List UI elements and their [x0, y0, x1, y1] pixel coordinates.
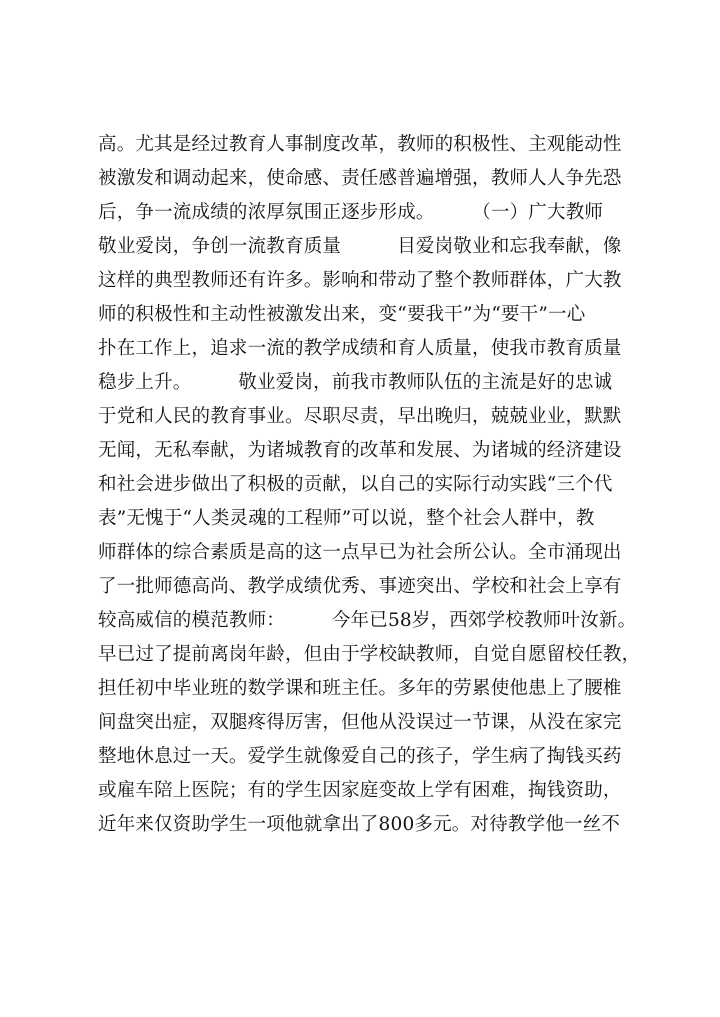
text-line: 无闻，无私奉献，为诸城教育的改革和发展、为诸城的经济建设	[98, 440, 622, 461]
text-line: 较高威信的模范教师： 今年已58岁，西郊学校教师叶汝新。	[98, 610, 637, 631]
text-line: 扑在工作上，追求一流的教学成绩和育人质量，使我市教育质量	[98, 338, 622, 359]
text-line: 或雇车陪上医院；有的学生因家庭变故上学有困难，掏钱资助，	[98, 780, 622, 801]
text-line: 近年来仅资助学生一项他就拿出了800多元。对待教学他一丝不	[98, 814, 621, 835]
text-line: 了一批师德高尚、教学成绩优秀、事迹突出、学校和社会上享有	[98, 576, 622, 597]
text-line: 整地休息过一天。爱学生就像爱自己的孩子，学生病了掏钱买药	[98, 746, 622, 767]
text-line: 后，争一流成绩的浓厚氛围正逐步形成。 （一）广大教师	[98, 202, 604, 223]
text-line: 和社会进步做出了积极的贡献，以自己的实际行动实践“三个代	[98, 474, 613, 495]
text-line: 表”无愧于“人类灵魂的工程师”可以说，整个社会人群中，教	[98, 508, 595, 529]
text-line: 间盘突出症，双腿疼得厉害，但他从没误过一节课，从没在家完	[98, 712, 622, 733]
text-line: 担任初中毕业班的数学课和班主任。多年的劳累使他患上了腰椎	[98, 678, 622, 699]
text-line: 师群体的综合素质是高的这一点早已为社会所公认。全市涌现出	[98, 542, 622, 563]
body-text	[98, 128, 641, 842]
text-line: 师的积极性和主动性被激发出来，变“要我干”为“要干”一心	[98, 304, 586, 325]
text-line: 稳步上升。 敬业爱岗，前我市教师队伍的主流是好的忠诚	[98, 372, 613, 393]
text-line: 早已过了提前离岗年龄，但由于学校缺教师，自觉自愿留校任教，	[98, 644, 641, 665]
text-line: 敬业爱岗，争创一流教育质量 目爱岗敬业和忘我奉献，像	[98, 236, 622, 257]
text-line: 高。尤其是经过教育人事制度改革，教师的积极性、主观能动性	[98, 134, 622, 155]
text-line: 被激发和调动起来，使命感、责任感普遍增强，教师人人争先恐	[98, 168, 622, 189]
text-line: 于党和人民的教育事业。尽职尽责，早出晚归，兢兢业业，默默	[98, 406, 622, 427]
text-line: 这样的典型教师还有许多。影响和带动了整个教师群体，广大教	[98, 270, 622, 291]
